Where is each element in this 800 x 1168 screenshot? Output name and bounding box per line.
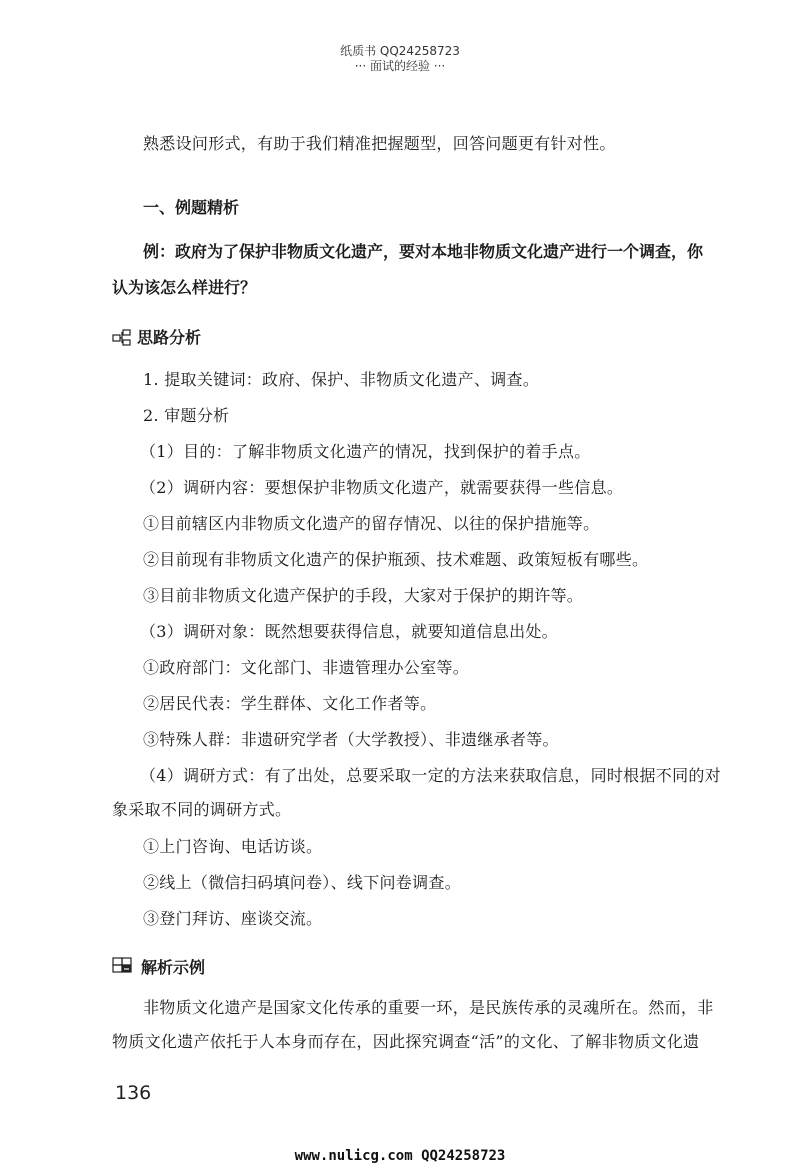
analysis-line: ③特殊人群：非遗研究学者（大学教授）、非遗继承者等。	[143, 730, 559, 749]
intro-paragraph: 熟悉设问形式，有助于我们精准把握题型，回答问题更有针对性。	[143, 134, 616, 153]
analysis-line: （1）目的：了解非物质文化遗产的情况，找到保护的着手点。	[140, 442, 591, 461]
example-grid-icon	[112, 957, 134, 975]
analysis-line: ②目前现有非物质文化遗产的保护瓶颈、技术难题、政策短板有哪些。	[143, 550, 649, 569]
analysis-line: 1. 提取关键词：政府、保护、非物质文化遗产、调查。	[143, 370, 540, 389]
running-head: ··· 面试的经验 ···	[354, 59, 446, 73]
analysis-line: （2）调研内容：要想保护非物质文化遗产，就需要获得一些信息。	[140, 478, 624, 497]
mind-map-icon	[112, 329, 132, 347]
question-line-2: 认为该怎么样进行？	[112, 278, 257, 297]
analysis-line: 象采取不同的调研方式。	[112, 800, 292, 819]
analysis-line: ②居民代表：学生群体、文化工作者等。	[143, 694, 437, 713]
analysis-line: （3）调研对象：既然想要获得信息，就要知道信息出处。	[140, 622, 558, 641]
example-title: 解析示例	[141, 958, 206, 977]
analysis-line: ②线上（微信扫码填问卷）、线下问卷调查。	[143, 873, 462, 892]
analysis-line: ③登门拜访、座谈交流。	[143, 909, 323, 928]
section-heading: 一、例题精析	[143, 198, 240, 217]
analysis-line: ①上门咨询、电话访谈。	[143, 837, 323, 856]
analysis-line: ①政府部门：文化部门、非遗管理办公室等。	[143, 658, 470, 677]
page-number: 136	[115, 1082, 152, 1104]
analysis-title: 思路分析	[137, 328, 202, 347]
watermark-top: 纸质书 QQ24258723	[340, 44, 460, 58]
example-line: 物质文化遗产依托于人本身而存在，因此探究调查“活”的文化、了解非物质文化遗	[112, 1032, 700, 1051]
analysis-line: 2. 审题分析	[143, 406, 230, 425]
example-line: 非物质文化遗产是国家文化传承的重要一环，是民族传承的灵魂所在。然而，非	[143, 998, 714, 1017]
analysis-line: （4）调研方式：有了出处，总要采取一定的方法来获取信息，同时根据不同的对	[140, 766, 721, 785]
analysis-line: ①目前辖区内非物质文化遗产的留存情况、以往的保护措施等。	[143, 514, 600, 533]
watermark-bottom: www.nulicg.com QQ24258723	[294, 1148, 506, 1164]
analysis-line: ③目前非物质文化遗产保护的手段，大家对于保护的期许等。	[143, 586, 584, 605]
question-line-1: 例：政府为了保护非物质文化遗产，要对本地非物质文化遗产进行一个调查，你	[143, 242, 704, 261]
